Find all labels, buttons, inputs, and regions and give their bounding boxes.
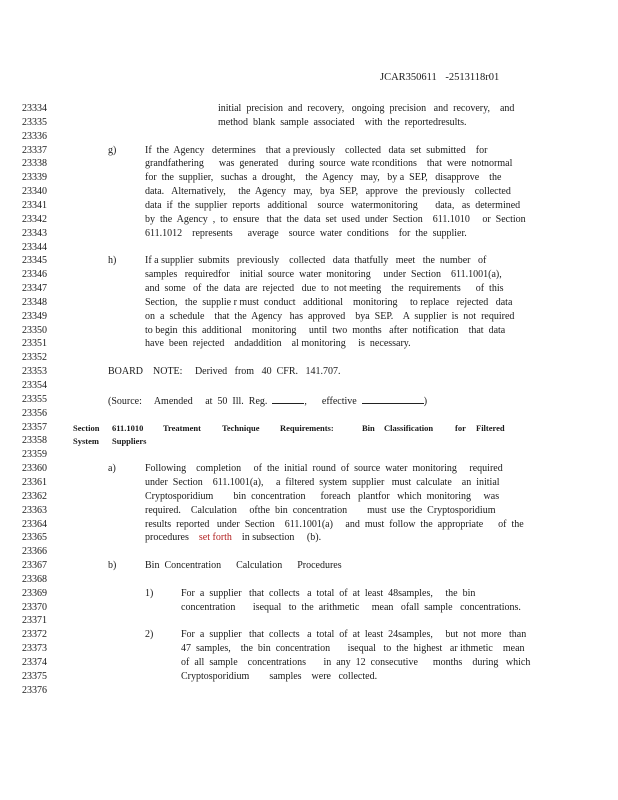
line-text-main: 47 samples, the bin concentration isequal to the highest ar ithmetic mean xyxy=(181,643,525,655)
subsection-marker: 2) xyxy=(145,629,154,641)
document-line xyxy=(0,421,618,435)
line-number: 23365 xyxy=(22,532,47,544)
revision-code: -2513118r01 xyxy=(445,72,500,83)
line-text xyxy=(181,670,377,684)
line-text-main: on a schedule that the Agency has approved bya SEP. A supplier is not required xyxy=(145,310,515,322)
line-text xyxy=(145,268,502,282)
line-number: 23361 xyxy=(22,476,47,488)
subsection-marker: b) xyxy=(108,560,117,572)
line-text-main: initial precision and recovery, ongoing precision and recovery, and xyxy=(218,103,515,114)
line-text xyxy=(145,227,467,241)
line-text-main: For a supplier that collects a total of at least 48samples, the bin xyxy=(181,587,476,599)
subsection-marker: 1) xyxy=(145,587,154,599)
line-number: 23350 xyxy=(22,324,47,336)
line-number: 23357 xyxy=(22,421,47,433)
line-text xyxy=(181,587,475,601)
line-text xyxy=(218,116,467,130)
line-number: 23343 xyxy=(22,227,47,239)
line-text xyxy=(181,642,525,656)
line-text-main: for the supplier, suchas a drought, the Agency may, by a SEP, disapprove the xyxy=(145,172,502,184)
line-number: 23363 xyxy=(22,504,47,516)
document-line xyxy=(0,282,618,296)
line-number: 23362 xyxy=(22,490,47,502)
line-number: 23358 xyxy=(22,435,47,447)
document-line xyxy=(0,462,618,476)
fill-in-blank-date xyxy=(362,393,424,404)
line-number: 23370 xyxy=(22,601,47,613)
line-text-main: Cryptosporidium bin concentration foreach plantfor which monitoring was xyxy=(145,490,500,502)
line-text-main: and some of the data are rejected due to not meeting the requirements of this xyxy=(145,283,504,295)
section-heading-word: Suppliers xyxy=(112,436,147,447)
line-text-main: Bin Concentration Calculation Procedures xyxy=(145,560,342,572)
line-text xyxy=(145,199,520,213)
fill-in-blank-issue xyxy=(272,393,304,404)
document-line xyxy=(0,227,618,241)
document-line xyxy=(0,379,618,393)
line-text xyxy=(145,324,505,338)
line-text xyxy=(145,157,512,171)
document-line xyxy=(0,407,618,421)
line-number: 23349 xyxy=(22,310,47,322)
line-text xyxy=(145,310,514,324)
section-heading-word: Filtered xyxy=(476,422,505,433)
line-number: 23346 xyxy=(22,269,47,281)
line-text xyxy=(218,102,514,116)
line-number: 23355 xyxy=(22,393,47,405)
line-number: 23335 xyxy=(22,116,47,128)
document-line xyxy=(0,324,618,338)
line-number: 23336 xyxy=(22,130,47,142)
line-text xyxy=(145,504,496,518)
line-number: 23345 xyxy=(22,255,47,267)
line-text xyxy=(145,144,487,158)
line-number: 23348 xyxy=(22,296,47,308)
line-text-main: For a supplier that collects a total of at least 24samples, but not more than xyxy=(181,629,527,641)
document-line xyxy=(0,185,618,199)
document-line xyxy=(0,670,618,684)
document-line xyxy=(0,393,618,407)
line-text-main: of all sample concentrations in any 12 consecutive months during which xyxy=(181,657,531,668)
section-heading-word: for xyxy=(455,422,466,433)
line-text-main: samples requiredfor initial source water monitoring under Section 611.1001(a), xyxy=(145,269,502,281)
line-text-main: results reported under Section 611.1001(a) and must follow the appropriate of the xyxy=(145,518,524,530)
document-line xyxy=(0,102,618,116)
line-text-main: Following completion of the initial round of source water monitoring required xyxy=(145,463,503,475)
line-text-main: to begin this additional monitoring until two months after notification that data xyxy=(145,324,506,336)
document-line xyxy=(0,559,618,573)
line-text xyxy=(145,476,500,490)
subsection-marker: g) xyxy=(108,144,117,156)
line-text xyxy=(145,171,501,185)
line-number: 23359 xyxy=(22,449,47,461)
document-header xyxy=(380,72,505,83)
line-number: 23337 xyxy=(22,144,47,156)
subsection-marker: a) xyxy=(108,463,116,475)
section-heading-word: 611.1010 xyxy=(112,422,144,433)
line-text-main: concentration isequal to the arithmetic mean ofall sample concentrations. xyxy=(181,601,521,613)
section-heading-word: Classification xyxy=(384,422,434,433)
line-text-main: BOARD NOTE: Derived from 40 CFR. 141.707. xyxy=(108,366,341,378)
line-text xyxy=(181,656,530,670)
line-text xyxy=(145,185,511,199)
document-line xyxy=(0,504,618,518)
line-number: 23354 xyxy=(22,380,47,391)
revision-inserted-text: set forth xyxy=(198,532,232,544)
line-text xyxy=(145,254,486,268)
line-number: 23367 xyxy=(22,560,47,572)
document-line xyxy=(0,448,618,462)
document-line xyxy=(0,573,618,587)
line-text-main: under Section 611.1001(a), a filtered system supplier must calculate an initial xyxy=(145,476,500,488)
document-line xyxy=(0,116,618,130)
document-line xyxy=(0,587,618,601)
line-text-main: data if the supplier reports additional source watermonitoring data, as determined xyxy=(145,199,521,211)
line-text xyxy=(145,337,411,351)
document-line xyxy=(0,545,618,559)
source-line-middle: , effective xyxy=(304,395,362,407)
line-number: 23347 xyxy=(22,283,47,295)
line-number: 23369 xyxy=(22,587,47,599)
line-number: 23368 xyxy=(22,573,47,585)
document-line xyxy=(0,531,618,545)
line-text-main: data. Alternatively, the Agency may, bya SEP, approve the previously collected xyxy=(145,186,511,198)
line-text xyxy=(145,531,321,545)
line-text-main: If the Agency determines that a previously collected data set submitted for xyxy=(145,144,488,156)
document-line xyxy=(0,296,618,310)
document-line xyxy=(0,684,618,698)
line-text-main: by the Agency , to ensure that the data set used under Section 611.1010 or Section xyxy=(145,213,526,225)
line-text xyxy=(181,601,521,615)
line-number: 23366 xyxy=(22,546,47,558)
line-number: 23353 xyxy=(22,366,47,378)
document-line xyxy=(0,656,618,670)
line-text xyxy=(145,282,504,296)
section-heading-word: Section xyxy=(73,422,100,433)
line-number: 23374 xyxy=(22,657,47,668)
document-line xyxy=(0,476,618,490)
section-heading-word: Bin xyxy=(362,422,375,433)
line-text-main: required. Calculation ofthe bin concentration must use the Cryptosporidium xyxy=(145,504,496,516)
line-text-main: (Source: Amended at 50 Ill. Reg. xyxy=(108,395,273,407)
document-line xyxy=(0,490,618,504)
line-number: 23360 xyxy=(22,463,47,475)
line-number: 23338 xyxy=(22,158,47,170)
line-number: 23334 xyxy=(22,103,47,114)
document-line xyxy=(0,213,618,227)
line-text xyxy=(145,296,512,310)
line-number: 23351 xyxy=(22,338,47,350)
line-number: 23339 xyxy=(22,172,47,184)
line-text-main: method blank sample associated with the reportedresults. xyxy=(218,116,467,128)
line-text-main: Section, the supplie r must conduct additional monitoring to replace rejected data xyxy=(145,296,513,308)
document-line xyxy=(0,241,618,255)
source-line-end: ) xyxy=(423,395,428,407)
document-line xyxy=(0,310,618,324)
line-text-main: If a supplier submits previously collected data thatfully meet the number of xyxy=(145,255,487,267)
line-text-main: Cryptosporidium samples were collected. xyxy=(181,670,378,682)
document-line xyxy=(0,171,618,185)
document-id: JCAR350611 xyxy=(380,72,437,83)
line-number: 23344 xyxy=(22,241,47,253)
document-line xyxy=(0,518,618,532)
document-line xyxy=(0,614,618,628)
line-number: 23364 xyxy=(22,518,47,530)
line-number: 23373 xyxy=(22,643,47,655)
document-line xyxy=(0,268,618,282)
line-text xyxy=(108,365,341,379)
line-number: 23371 xyxy=(22,615,47,627)
document-line xyxy=(0,365,618,379)
line-number: 23376 xyxy=(22,684,47,696)
document-line xyxy=(0,199,618,213)
line-text-after: in subsection (b). xyxy=(231,532,322,544)
section-heading-word: Requirements: xyxy=(280,422,334,433)
line-text xyxy=(145,490,499,504)
line-number: 23372 xyxy=(22,629,47,641)
line-text xyxy=(145,462,503,476)
document-line xyxy=(0,628,618,642)
line-number: 23375 xyxy=(22,670,47,682)
subsection-marker: h) xyxy=(108,255,117,267)
line-number: 23342 xyxy=(22,213,47,225)
document-line xyxy=(0,434,618,448)
line-number: 23340 xyxy=(22,186,47,198)
line-text xyxy=(181,628,526,642)
section-heading-word: System xyxy=(73,436,99,447)
document-line xyxy=(0,130,618,144)
section-heading-word: Technique xyxy=(222,422,260,433)
document-line xyxy=(0,601,618,615)
line-text-main: grandfathering was generated during source wate rconditions that were notnormal xyxy=(145,158,513,170)
document-line xyxy=(0,157,618,171)
line-text-main: procedures xyxy=(145,532,199,544)
document-line xyxy=(0,144,618,158)
section-heading-word: Treatment xyxy=(163,422,201,433)
document-line xyxy=(0,642,618,656)
line-number: 23341 xyxy=(22,199,47,211)
document-line xyxy=(0,337,618,351)
line-text-main: 611.1012 represents average source water conditions for the supplier. xyxy=(145,227,467,239)
line-number: 23356 xyxy=(22,407,47,419)
line-text xyxy=(145,559,342,573)
line-text-main: have been rejected andaddition al monitoring is necessary. xyxy=(145,338,411,350)
line-text xyxy=(145,213,526,227)
document-line xyxy=(0,351,618,365)
line-number: 23352 xyxy=(22,352,47,364)
line-text xyxy=(145,518,524,532)
document-line xyxy=(0,254,618,268)
